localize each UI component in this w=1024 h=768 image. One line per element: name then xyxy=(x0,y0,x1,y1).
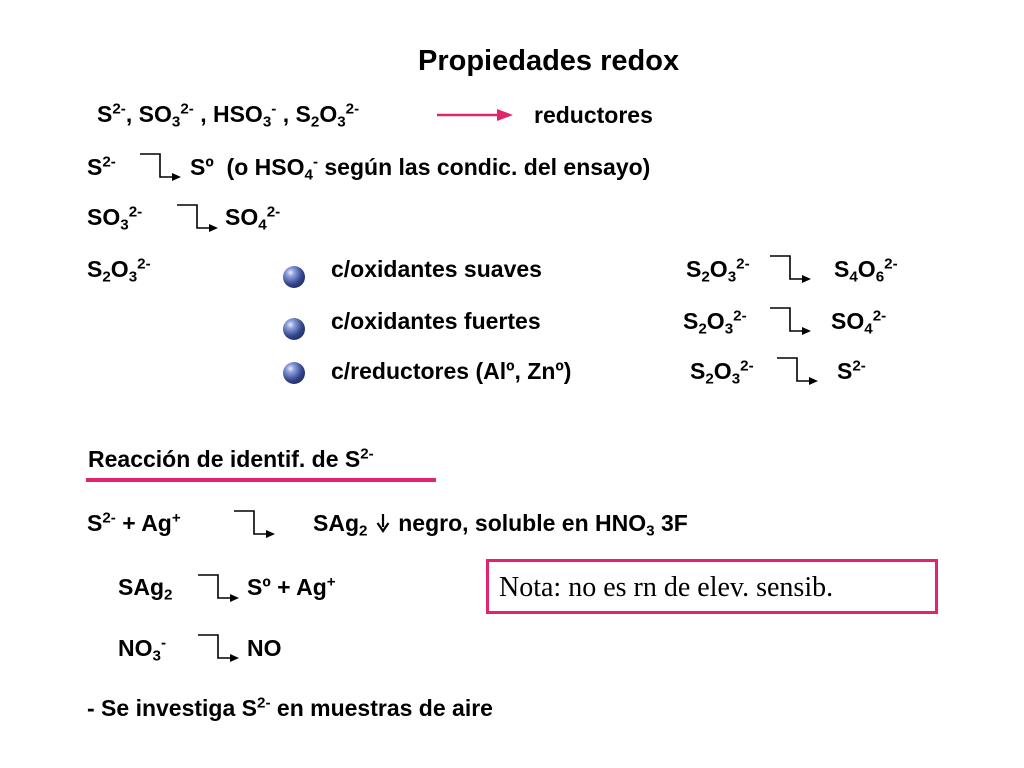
condition-from: $S_2O_3^{2-}$ xyxy=(686,255,750,286)
bent-arrow-icon xyxy=(768,253,812,287)
reaction-left: $S^{2-} + Ag^+$ xyxy=(87,509,181,536)
condition-to: $SO_4^{2-}$ xyxy=(831,307,887,338)
bent-arrow-icon xyxy=(196,572,240,606)
condition-to: $S_4O_6^{2-}$ xyxy=(834,255,898,286)
bent-arrow-icon xyxy=(175,202,219,236)
sulfite-product: $SO_4^{2-}$ xyxy=(225,203,281,234)
heading-underline xyxy=(86,478,436,482)
reaction-right: NO xyxy=(247,635,282,661)
condition-label: c/oxidantes suaves xyxy=(331,256,542,282)
sulfite-reactant: $SO_3^{2-}$ xyxy=(87,203,143,234)
reducing-result: reductores xyxy=(534,102,653,128)
condition-from: $S_2O_3^{2-}$ xyxy=(690,357,754,388)
bent-arrow-icon xyxy=(138,151,182,185)
condition-label: c/reductores (Alº, Znº) xyxy=(331,358,572,384)
sulfide-product: Sº (o $HSO_4^-$ según las condic. del ensayo) xyxy=(190,153,651,184)
footer-note: - Se investiga $S^{2-}$ en muestras de aire xyxy=(87,694,493,721)
reaction-right: SAg$_2$ negro, soluble en $HNO_3$ 3F xyxy=(313,510,688,540)
arrow-right-icon xyxy=(437,107,513,123)
page-title: Propiedades redox xyxy=(418,45,680,77)
reaction-right: Sº + Ag+ xyxy=(247,573,336,600)
bent-arrow-icon xyxy=(768,305,812,339)
sphere-bullet-icon xyxy=(283,318,305,340)
bent-arrow-icon xyxy=(196,632,240,666)
sulfide-reactant: $S^{2-}$ xyxy=(87,153,116,180)
bent-arrow-icon xyxy=(232,508,276,542)
bent-arrow-icon xyxy=(775,355,819,389)
down-arrow-icon xyxy=(376,513,390,533)
note-box: Nota: no es rn de elev. sensib. xyxy=(486,559,938,614)
condition-to: $S^{2-}$ xyxy=(837,357,866,384)
reaction-left: $NO_3^-$ xyxy=(118,634,167,665)
sphere-bullet-icon xyxy=(283,266,305,288)
condition-label: c/oxidantes fuertes xyxy=(331,308,541,334)
section-heading: Reacción de identif. de $S^{2-}$ xyxy=(88,445,374,472)
reaction-left: SAg$_2$ xyxy=(118,574,173,604)
sphere-bullet-icon xyxy=(283,362,305,384)
thiosulfate-label: $S_2O_3^{2-}$ xyxy=(87,255,151,286)
condition-from: $S_2O_3^{2-}$ xyxy=(683,307,747,338)
reducing-ions: $S^{2-}$, $SO_3^{2-}$ , $HSO_3^-$ , $S_2O_3^{2-}$ xyxy=(97,100,360,131)
